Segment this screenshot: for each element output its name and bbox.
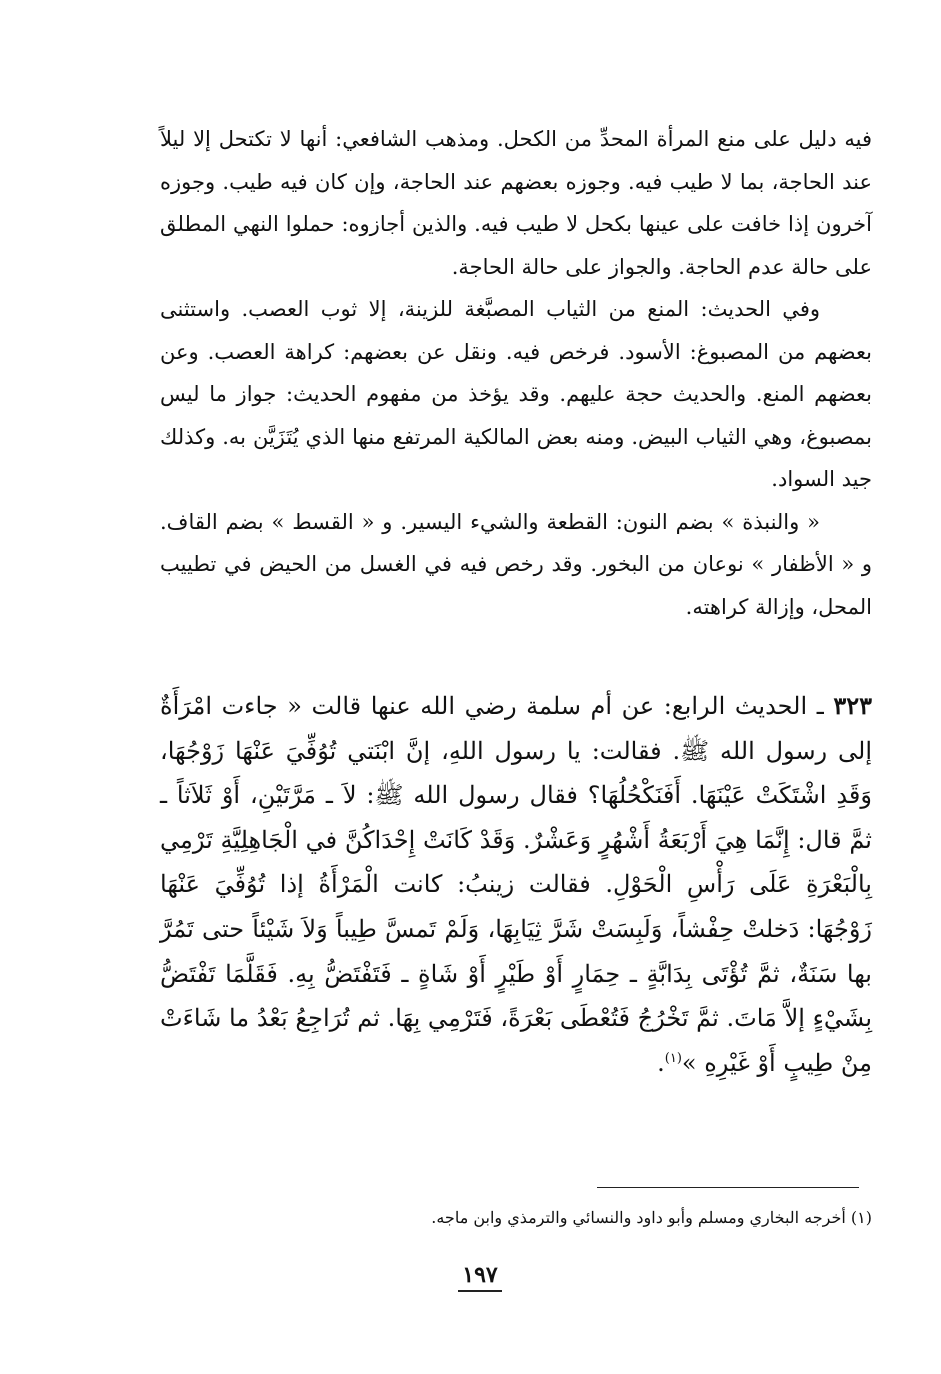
page-number-container <box>430 1262 530 1288</box>
footnote-separator <box>597 1187 859 1188</box>
page-number: ١٩٧ <box>458 1262 501 1292</box>
hadith-body: ـ الحديث الرابع: عن أم سلمة رضي الله عنها قالت « جاءت امْرَأَةٌ إلى رسول الله ﷺ. فقالت: يا رسول اللهِ، إنَّ ابْنَتي تُوُفِّيَ عَنْهَا زَوْجُهَا، وَقَدِ اشْتَكَتْ عَيْنَهَا. أَفَنَكْحُلُهَا؟ فقال رسول الله ﷺ: لاَ ـ مَرَّتَيْنِ، أَوْ ثَلاَثاً ـ ثمَّ قال: إِنَّمَا هِيَ أَرْبَعَةُ أَشْهُرٍ وَعَشْرٌ. وَقَدْ كَانَتْ إِحْدَاكُنَّ في الْجَاهِلِيَّةِ تَرْمِي بِالْبَعْرَةِ عَلَى رَأْسِ الْحَوْلِ. فقالت زينبُ: كانت الْمَرْأَةُ إذا تُوُفِّيَ عَنْهَا زَوْجُهَا: دَخلتْ حِفْشاً، وَلَبِسَتْ شَرَّ ثِيَابِهَا، وَلَمْ تَمسَّ طِيباً وَلاَ شَيْئاً حتى تَمُرَّ بها سَنَةٌ، ثمَّ تُؤْتَى بِدَابَّةٍ ـ حِمَارٍ أَوْ طَيْرٍ أَوْ شَاةٍ ـ فَتَفْتَضُّ بِهِ. فَقَلَّمَا تَفْتَضُّ بِشَيْءٍ إلاَّ مَاتَ. ثمَّ تَخْرُجُ فَتُعْطَى بَعْرَةً، فَتَرْمِي بِهَا. ثم تُرَاجِعُ بَعْدُ ما شَاءَتْ مِنْ طِيبٍ أَوْ غَيْرِهِ » <box>160 692 872 1077</box>
footnote-marker: (١) <box>664 1050 682 1066</box>
hadith-text <box>160 684 872 1085</box>
commentary-paragraph: « والنبذة » بضم النون: القطعة والشيء اليسير. و « القسط » بضم القاف. و « الأظفار » نوعان من البخور. وقد رخص فيه في الغسل من الحيض في تطييب المحل، وإزالة كراهته. <box>160 509 872 619</box>
commentary-paragraph: فيه دليل على منع المرأة المحدِّ من الكحل. ومذهب الشافعي: أنها لا تكتحل إلا ليلاً عند الحاجة، بما لا طيب فيه. وجوزه بعضهم عند الحاجة، وإن كان فيه طيب. وجوزه آخرون إذا خافت على عينها بكحل لا طيب فيه. والذين أجازوه: حملوا النهي المطلق على حالة عدم الحاجة. والجواز على حالة الحاجة. <box>160 127 872 279</box>
commentary-paragraph: وفي الحديث: المنع من الثياب المصبَّغة للزينة، إلا ثوب العصب. واستثنى بعضهم من المصبوغ: الأسود. فرخص فيه. ونقل عن بعضهم: كراهة العصب. وعن بعضهم المنع. والحديث حجة عليهم. وقد يؤخذ من مفهوم الحديث: جواز ما ليس بمصبوغ، وهي الثياب البيض. ومنه بعض المالكية المرتفع منها الذي يُتَزَيَّن به. وكذلك جيد السواد. <box>160 297 872 491</box>
footnote: (١) أخرجه البخاري ومسلم وأبو داود والنسائي والترمذي وابن ماجه. <box>431 1208 872 1227</box>
commentary-text <box>160 118 872 628</box>
hadith-number: ٣٢٣ <box>833 691 872 720</box>
hadith-paragraph <box>160 684 872 1085</box>
hadith-end: . <box>657 1048 665 1077</box>
